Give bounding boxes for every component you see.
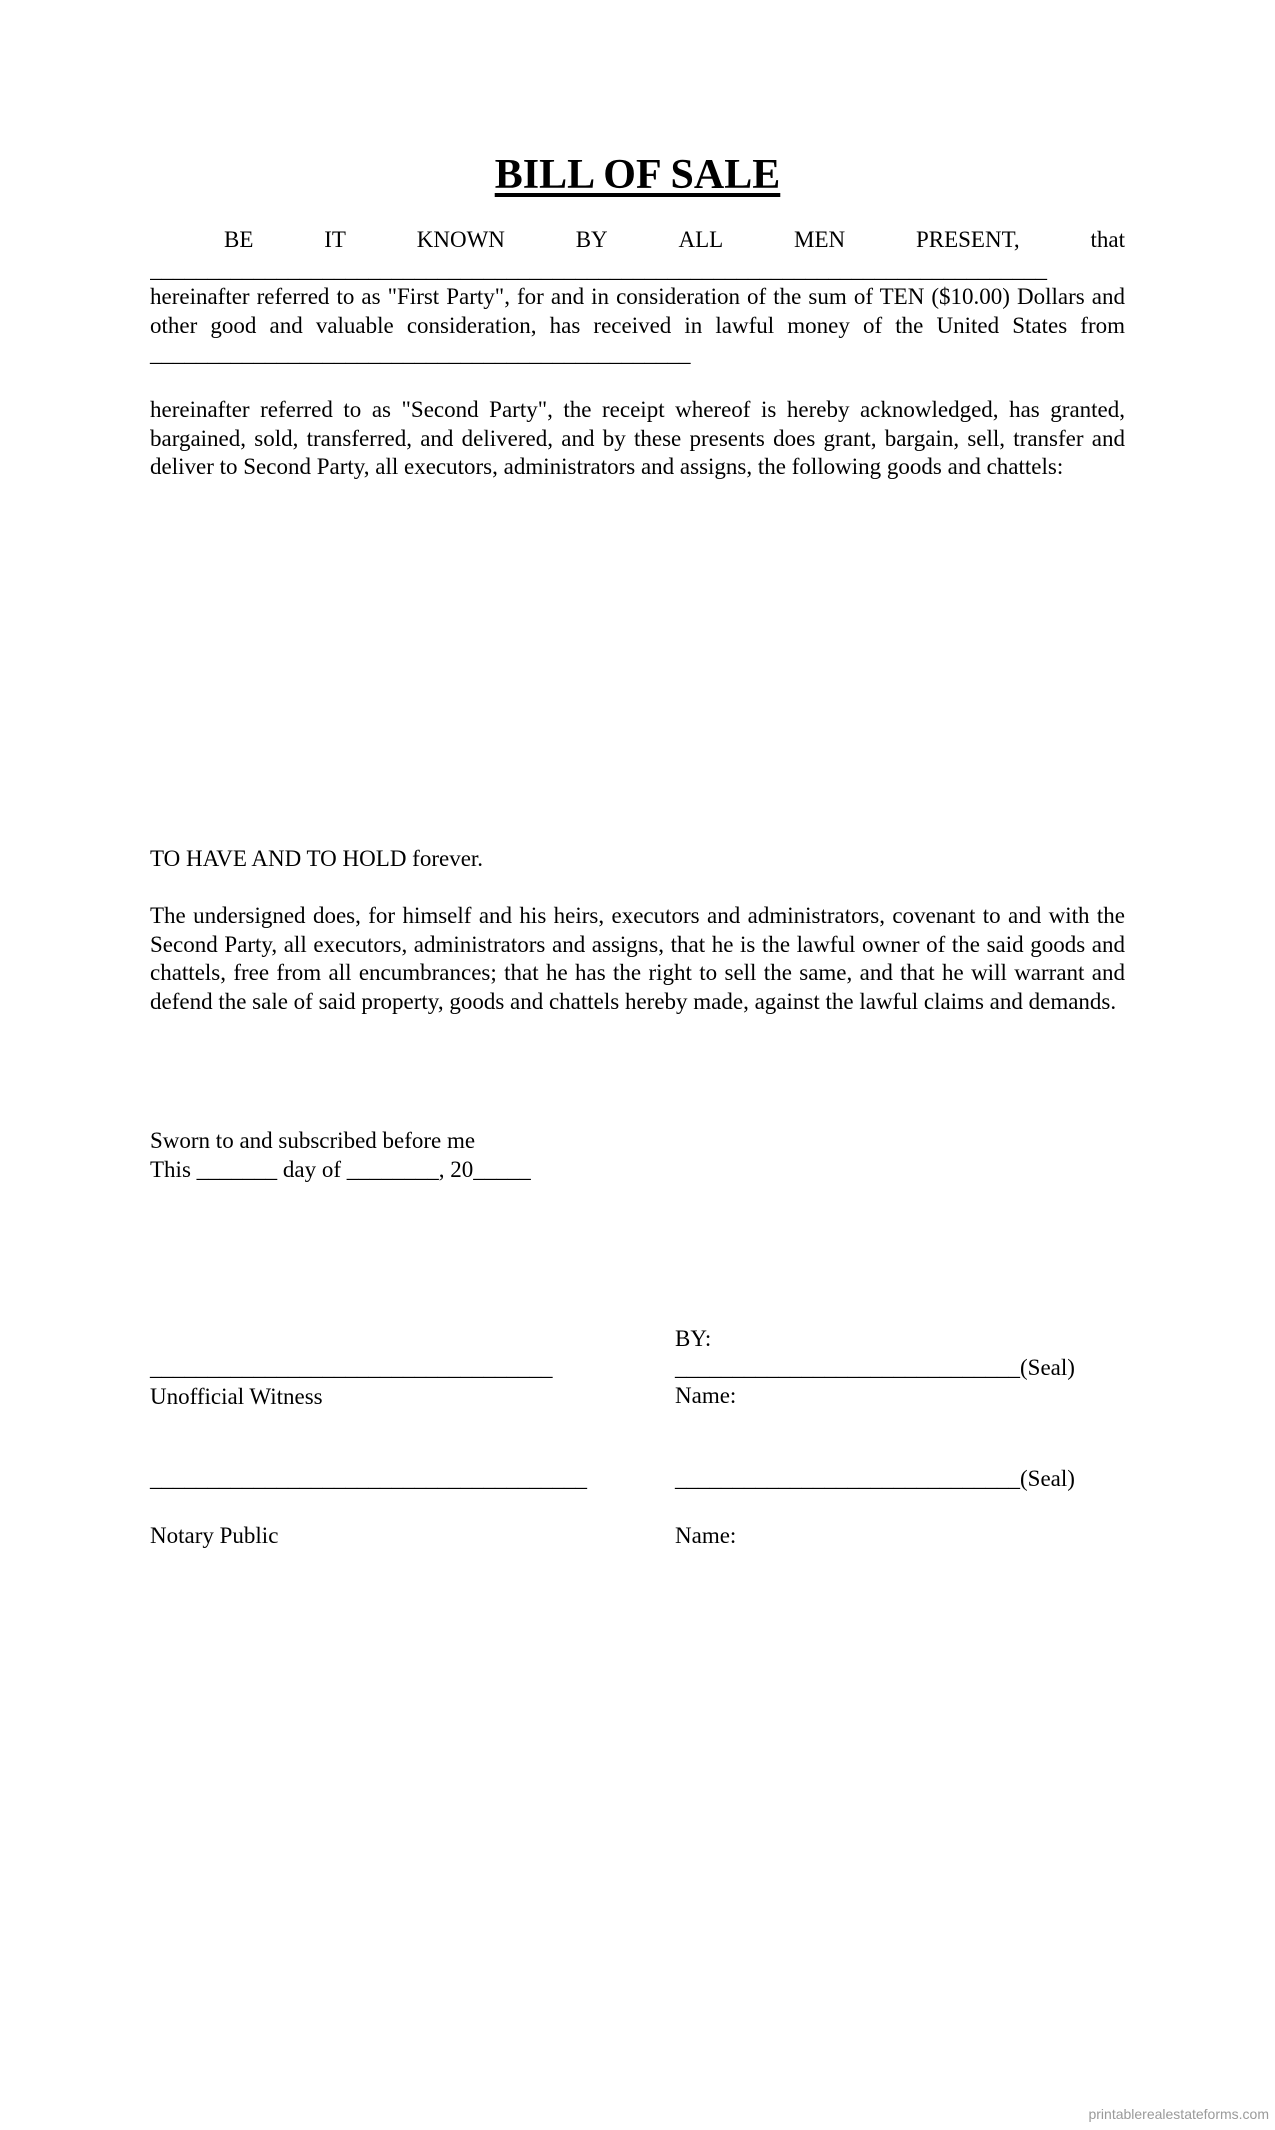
name-label: Name:: [675, 1383, 737, 1408]
party-signature-block-1: [675, 1325, 1125, 1411]
seal-signature-line: ______________________________(Seal): [675, 1466, 1075, 1491]
seal-signature-line: ______________________________(Seal): [675, 1354, 1075, 1380]
by-label: BY:: [675, 1326, 712, 1351]
witness-signature-block: [150, 1354, 600, 1411]
notary-label: Notary Public: [150, 1523, 279, 1548]
party-name-block-2: [675, 1522, 1125, 1551]
consideration-paragraph: hereinafter referred to as "First Party", for and in consideration of the sum of TEN ($10.00) Dollars and other good and valuable consideration, has received in lawful money of the United States from _______________________________________________: [150, 284, 1125, 366]
intro-word: PRESENT,: [915, 227, 1020, 252]
footer-watermark[interactable]: printablerealestateforms.com: [1088, 2106, 1269, 2122]
intro-word: BY: [575, 227, 608, 252]
sworn-block: [150, 1127, 1125, 1184]
intro-line: [150, 226, 1125, 255]
intro-word: KNOWN: [416, 227, 505, 252]
notary-signature-block: [150, 1465, 600, 1494]
intro-word: that: [1090, 227, 1125, 252]
notary-label-block: [150, 1522, 600, 1551]
sworn-line: Sworn to and subscribed before me: [150, 1128, 476, 1153]
intro-word: ALL: [678, 227, 724, 252]
intro-word: MEN: [794, 227, 846, 252]
witness-label: Unofficial Witness: [150, 1383, 323, 1409]
intro-word: IT: [324, 227, 346, 252]
intro-word: BE: [224, 227, 254, 252]
name-label: Name:: [675, 1523, 737, 1548]
covenant-paragraph: The undersigned does, for himself and his heirs, executors and administrators, covenant to and with the Second Party, all executors, administrators and assigns, that he is the lawful owner of the said goods and chattels, free from all encumbrances; that he has the right to sell the same, and that he will warrant and defend the sale of said property, goods and chattels hereby made, against the lawful claims and demands.: [150, 903, 1125, 1014]
first-party-blank: ______________________________________________________________________________: [150, 257, 1047, 282]
party-signature-block-2: [675, 1465, 1125, 1494]
document-title: BILL OF SALE: [494, 152, 781, 198]
habendum-clause: TO HAVE AND TO HOLD forever.: [150, 846, 484, 871]
date-line: This _______ day of ________, 20_____: [150, 1156, 531, 1182]
grant-paragraph: hereinafter referred to as "Second Party", the receipt whereof is hereby acknowledged, has granted, bargained, sold, transferred, and delivered, and by these presents does grant, bargain, sell, transfer and deliver to Second Party, all executors, administrators and assigns, the following goods and chattels:: [150, 397, 1125, 479]
notary-signature-line: ______________________________________: [150, 1466, 587, 1491]
witness-signature-line: ___________________________________: [150, 1355, 553, 1380]
